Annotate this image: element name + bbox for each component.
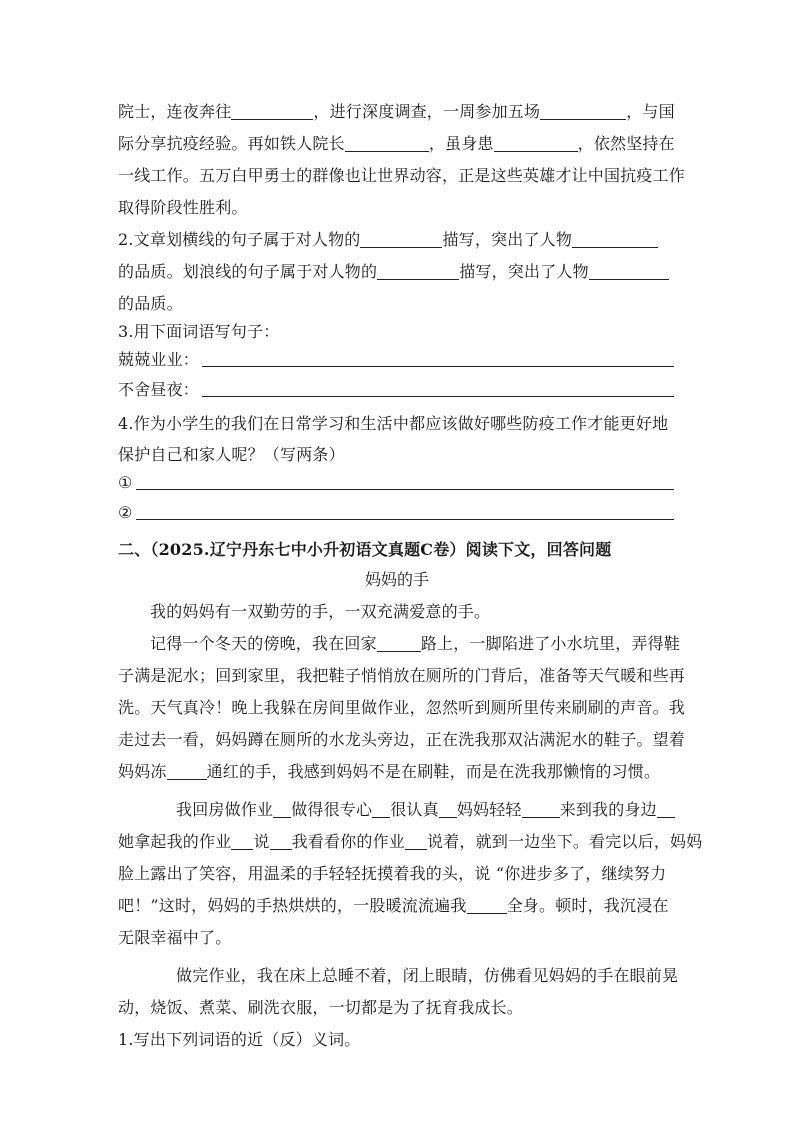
text: ，进行深度调查，一周参加五场 (313, 102, 541, 121)
story-title: 妈妈的手 (364, 570, 429, 589)
text: 她拿起我的作业 (118, 832, 232, 851)
story-line: 洗。天气真冷！晚上我躲在房间里做作业，忽然听到厕所里传来刷刷的声音。我 (118, 698, 686, 717)
text: 吧！”这时，妈妈的手热烘烘的，一股暖流流遍我 (118, 896, 467, 915)
fill-blank[interactable] (467, 897, 507, 914)
fill-blank[interactable] (540, 103, 626, 120)
story-line: 走过去一看，妈妈蹲在厕所的水龙头旁边，正在洗我那双沾满泥水的鞋子。望着 (118, 730, 686, 749)
fill-blank[interactable] (522, 801, 560, 818)
text: 妈妈冻 (118, 762, 167, 781)
question-4-line-1: 4.作为小学生的我们在日常学习和生活中都应该做好哪些防疫工作才能更好地 (118, 414, 669, 433)
text: ，虽身患 (428, 134, 494, 153)
text: 来到我的身边 (559, 800, 657, 819)
punctuation-blank[interactable] (273, 801, 291, 818)
answer-line[interactable] (136, 489, 674, 490)
text: 做得很专心 (291, 800, 373, 819)
story-line: 动，烧饭、煮菜、刷洗衣服，一切都是为了抚育我成长。 (118, 998, 524, 1017)
punctuation-blank[interactable] (657, 801, 675, 818)
text: 通红的手，我感到妈妈不是在刷鞋，而是在洗我那懒惰的习惯。 (206, 762, 661, 781)
text: 记得一个冬天的傍晚，我在回家 (150, 634, 377, 653)
answer-marker: ② (118, 503, 133, 522)
question-3-title: 3.用下面词语写句子： (118, 322, 280, 341)
fill-blank[interactable] (377, 635, 421, 652)
text: 描写，突出了人物 (442, 230, 573, 249)
text: 际分享抗疫经验。再如铁人院长 (118, 134, 345, 153)
punctuation-blank[interactable] (372, 801, 390, 818)
punctuation-blank[interactable] (231, 833, 253, 850)
text: 院士，连夜奔往 (118, 102, 232, 121)
section-heading: 二、（2025.辽宁丹东七中小升初语文真题C卷）阅读下文，回答问题 (118, 540, 612, 559)
word-label: 不舍昼夜： (118, 380, 200, 399)
fill-blank[interactable] (231, 103, 313, 120)
punctuation-blank[interactable] (405, 833, 427, 850)
text: ，与国 (626, 102, 675, 121)
question-final: 1.写出下列词语的近（反）义词。 (118, 1030, 361, 1049)
question-2-line-2 (118, 262, 669, 282)
text: 的品质。划浪线的句子属于对人物的 (118, 262, 378, 281)
text: 妈妈轻轻 (456, 800, 522, 819)
fill-blank[interactable] (377, 263, 459, 280)
answer-line[interactable] (202, 396, 674, 397)
text: 说 (253, 832, 270, 851)
question-2-line-3: 的品质。 (118, 294, 183, 313)
fill-blank[interactable] (494, 135, 578, 152)
story-line (150, 634, 680, 654)
answer-marker: ① (118, 473, 133, 492)
punctuation-blank[interactable] (439, 801, 457, 818)
text: 2.文章划横线的句子属于对人物的 (118, 230, 361, 249)
text: ，依然坚持在 (577, 134, 675, 153)
story-line: 我的妈妈有一双勤劳的手，一双充满爱意的手。 (150, 602, 491, 621)
text: 很认真 (390, 800, 439, 819)
fill-blank[interactable] (572, 231, 658, 248)
passage-line (118, 134, 675, 154)
fill-blank[interactable] (589, 263, 669, 280)
passage-line (118, 102, 675, 122)
text: 描写，突出了人物 (459, 262, 589, 281)
story-line (118, 762, 660, 782)
story-line: 脸上露出了笑容，用温柔的手轻轻抚摸着我的头，说 “你进步多了，继续努力 (118, 864, 667, 883)
story-line (176, 800, 675, 820)
story-line: 做完作业，我在床上总睡不着，闭上眼睛，仿佛看见妈妈的手在眼前晃 (176, 966, 679, 985)
fill-blank[interactable] (360, 231, 442, 248)
story-line: 无限幸福中了。 (118, 928, 232, 947)
fill-blank[interactable] (345, 135, 429, 152)
story-line (118, 896, 669, 916)
answer-line[interactable] (136, 519, 674, 520)
story-line (118, 832, 702, 852)
passage-line: 取得阶段性胜利。 (118, 198, 248, 217)
question-2-line-1 (118, 230, 658, 250)
text: 全身。顿时，我沉浸在 (506, 896, 669, 915)
fill-blank[interactable] (167, 763, 207, 780)
story-line: 子满是泥水；回到家里，我把鞋子悄悄放在厕所的门背后，准备等天气暖和些再 (118, 666, 686, 685)
text: 我回房做作业 (176, 800, 274, 819)
question-4-line-2: 保护自己和家人呢？（写两条） (118, 445, 345, 464)
punctuation-blank[interactable] (270, 833, 292, 850)
text: 路上，一脚陷进了小水坑里，弄得鞋 (420, 634, 681, 653)
text: 说着，就到一边坐下。看完以后，妈妈 (427, 832, 703, 851)
passage-line: 一线工作。五万白甲勇士的群像也让世界动容，正是这些英雄才让中国抗疫工作 (118, 166, 686, 185)
word-label: 兢兢业业： (118, 350, 200, 369)
answer-line[interactable] (202, 366, 674, 367)
text: 我看看你的作业 (291, 832, 406, 851)
